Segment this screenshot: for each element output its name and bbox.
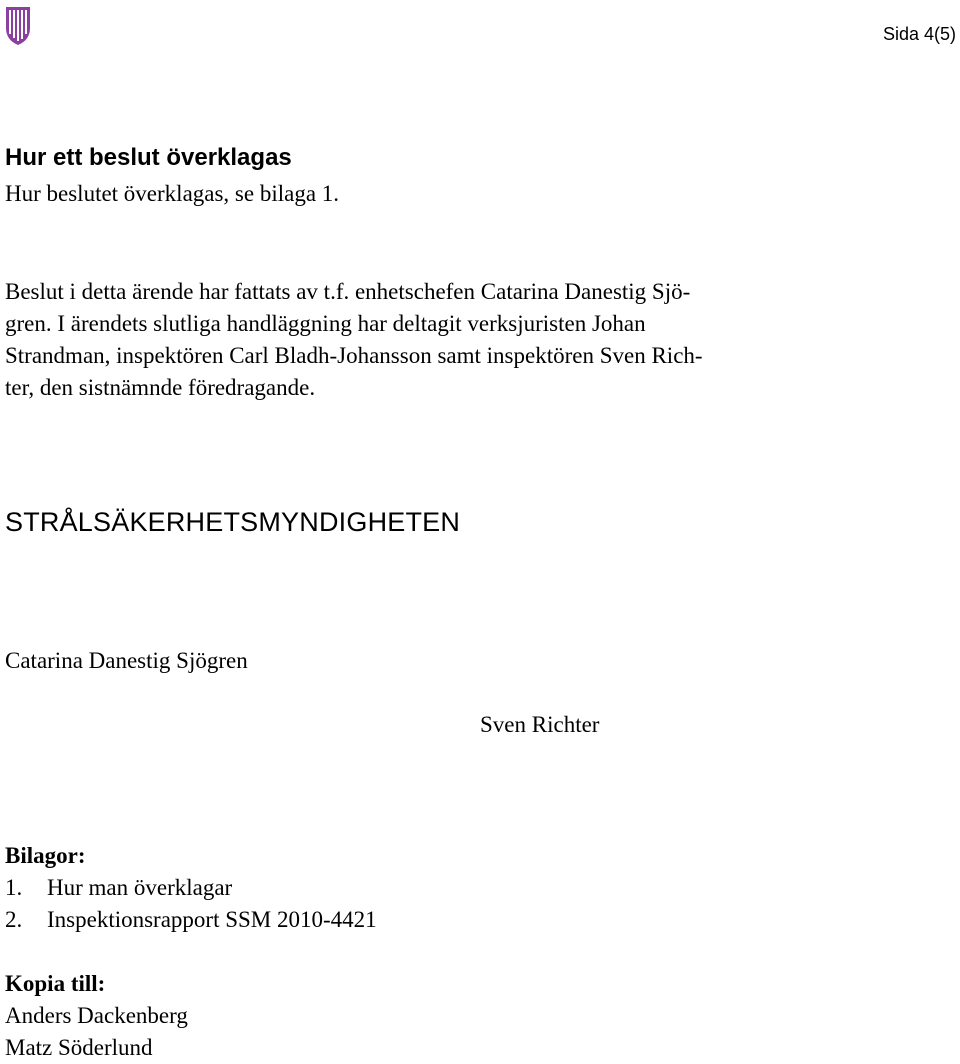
copies-title: Kopia till: xyxy=(5,971,106,996)
shield-logo-icon xyxy=(4,4,32,46)
list-item-text: Hur man överklagar xyxy=(47,875,233,900)
decision-line: Strandman, inspektören Carl Bladh-Johansson samt inspektören Sven Rich- xyxy=(5,343,703,368)
list-item: Matz Söderlund xyxy=(5,1035,153,1060)
list-item-text: Inspektionsrapport SSM 2010-4421 xyxy=(47,907,377,932)
attachments-title: Bilagor: xyxy=(5,843,86,868)
list-item-number: 1. xyxy=(5,875,23,900)
authority-name: STRÅLSÄKERHETSMYNDIGHETEN xyxy=(5,507,461,537)
attachments-section xyxy=(5,840,377,936)
page-number: Sida 4(5) xyxy=(882,24,956,44)
decision-line: Beslut i detta ärende har fattats av t.f. enhetschefen Catarina Danestig Sjö- xyxy=(5,279,691,304)
list-item-number: 2. xyxy=(5,907,23,932)
decision-line: ter, den sistnämnde föredragande. xyxy=(5,375,316,400)
list-item xyxy=(5,872,377,904)
signature-second: Sven Richter xyxy=(480,712,600,737)
signature-first: Catarina Danestig Sjögren xyxy=(5,648,248,673)
appeal-heading: Hur ett beslut överklagas xyxy=(5,144,292,171)
list-item: Anders Dackenberg xyxy=(5,1003,188,1028)
copies-section xyxy=(5,968,188,1064)
decision-line: gren. I ärendets slutliga handläggning har deltagit verksjuristen Johan xyxy=(5,311,646,336)
appeal-text: Hur beslutet överklagas, se bilaga 1. xyxy=(5,181,340,206)
list-item xyxy=(5,904,377,936)
decision-paragraph xyxy=(5,276,805,404)
